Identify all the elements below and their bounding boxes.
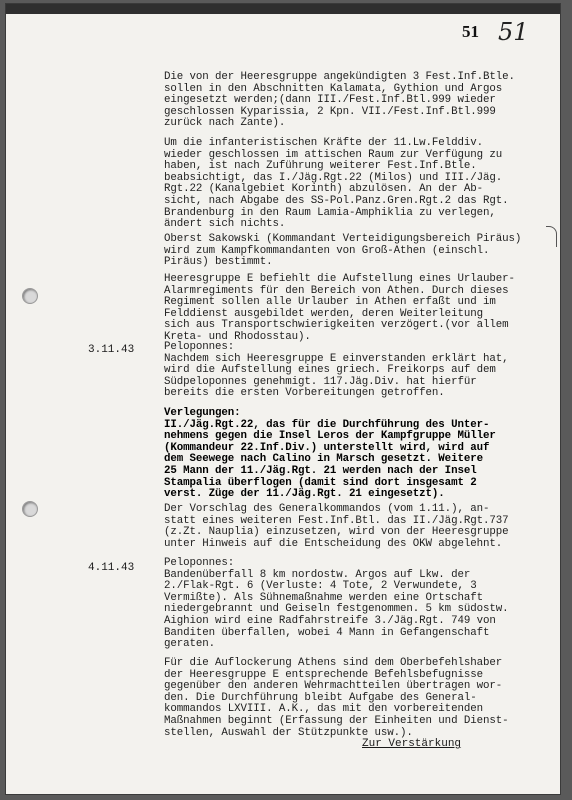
page-number-handwritten: 51 — [498, 18, 529, 46]
date-entry: 3.11.43 — [88, 344, 135, 356]
scan-top-edge — [6, 4, 560, 14]
paragraph-fest-inf-btle: Die von der Heeresgruppe angekündigten 3 Fest.Inf.Btle. sollen in den Abschnitten Kalamata, Gythion und Argos eingesetzt werden;(dann III./Fest.Inf.Btl.999 wieder geschlossen Kyparissia, 2 Kpn. VII./Fest.Inf.Btl.999 zurück nach Zante). — [164, 71, 515, 130]
date-entry: 4.11.43 — [88, 562, 135, 574]
page-number-typed: 51 — [462, 22, 479, 41]
paragraph-sakowski: Oberst Sakowski (Kommandant Verteidigungsbereich Piräus) wird zum Kampfkommandanten von Groß-Athen (einschl. Piräus) bestimmt. — [164, 233, 522, 269]
punch-hole-icon — [22, 501, 38, 517]
document-page — [6, 4, 560, 794]
paragraph-lw-felddiv: Um die infanteristischen Kräfte der 11.Lw.Felddiv. wieder geschlossen im attischen Raum zur Verfügung zu haben, ist nach Zuführung weiterer Fest.Inf.Btle. beabsichtigt, das I./Jäg.Rgt.22 (Milos) und III./Jäg. Rgt.22 (Kanalgebiet Korinth) abzulösen. An der Ab- sicht, nach Abgabe des SS-Pol.Panz.Gren.Rgt.2 das Rgt. Brandenburg in den Raum Lamia-Amphiklia zu verlegen, ändert sich nichts. — [164, 137, 509, 231]
paragraph-verlegungen: Verlegungen: II./Jäg.Rgt.22, das für die Durchführung des Unter- nehmens gegen die Insel Leros der Kampfgruppe Müller (Kommandeur 22.Inf.Div.) unterstellt wird, wird auf dem Seewege nach Calino in Marsch gesetzt. Weitere 25 Mann der 11./Jäg.Rgt. 21 werden nach der Insel Stampalia überflogen (damit sind dort insgesamt 2 verst. Züge der 11./Jäg.Rgt. 21 eingesetzt). — [164, 407, 496, 501]
paragraph-peloponnes-freikorps: Peloponnes: Nachdem sich Heeresgruppe E einverstanden erklärt hat, wird die Aufstellung eines griech. Freikorps auf dem Südpeloponnes genehmigt. 117.Jäg.Div. hat hierfür bereits die ersten Vorbereitungen getroffen. — [164, 341, 509, 400]
paragraph-vorschlag-generalkommando: Der Vorschlag des Generalkommandos (vom 1.11.), an- statt eines weiteren Fest.Inf.Btl. das II./Jäg.Rgt.737 (z.Zt. Nauplia) einzusetzen, wird von der Heeresgruppe unter Hinweis auf die Entscheidung des OKW abgelehnt. — [164, 503, 509, 550]
continuation-note: Zur Verstärkung — [362, 738, 462, 750]
paragraph-auflockerung-athens: Für die Auflockerung Athens sind dem Oberbefehlshaber der Heeresgruppe E entsprechende Befehlsbefugnisse gegenüber den anderen Wehrmachtteilen übertragen wor- den. Die Durchführung bleibt Aufgabe des General- kommandos LXVIII. A.K., das mit den vorbereitenden Maßnahmen beginnt (Erfassung der Einheiten und Dienst- stellen, Auswahl der Stützpunkte usw.). — [164, 657, 509, 739]
punch-hole-icon — [22, 288, 38, 304]
paragraph-bandenueberfall: Peloponnes: Bandenüberfall 8 km nordostw. Argos auf Lkw. der 2./Flak-Rgt. 6 (Verluste: 4 Tote, 2 Verwundete, 3 Vermißte). Als Sühnemaßnahme werden eine Ortschaft niedergebrannt und Geiseln festgenommen. 5 km südostw. Aighion wird eine Radfahrstreife 3./Jäg.Rgt. 749 von Banditen überfallen, wobei 4 Mann in Gefangenschaft geraten. — [164, 557, 509, 651]
paragraph-urlauber-alarmregiment: Heeresgruppe E befiehlt die Aufstellung eines Urlauber- Alarmregiments für den Bereich von Athen. Durch dieses Regiment sollen alle Urlauber in Athen erfaßt und im Felddienst ausgebildet werden, deren Weiterleitung sich aus Transportschwierigkeiten verzögert.(vor allem Kreta- und Rhodosstau). — [164, 273, 515, 343]
margin-mark — [546, 226, 557, 247]
